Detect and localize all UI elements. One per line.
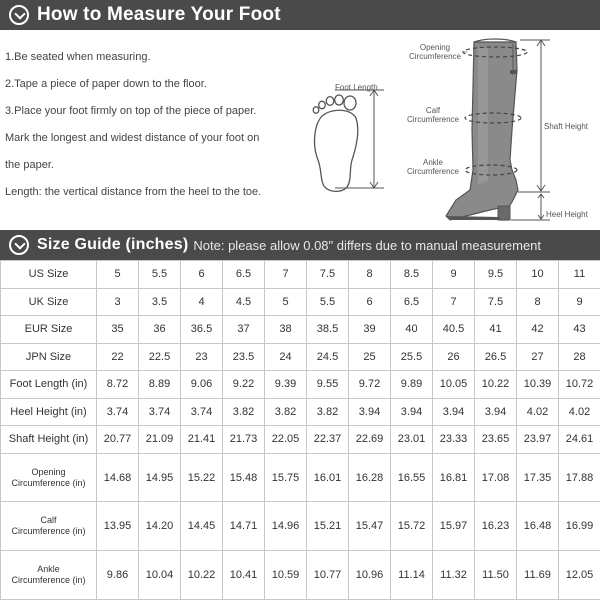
table-cell: 27 bbox=[517, 343, 559, 371]
row-label: Shaft Height (in) bbox=[1, 426, 97, 454]
table-cell: 7 bbox=[433, 288, 475, 316]
table-cell: 21.41 bbox=[181, 426, 223, 454]
ankle-circumference-label bbox=[402, 158, 464, 176]
instruction-line: Mark the longest and widest distance of your foot on bbox=[5, 132, 260, 144]
table-cell: 6.5 bbox=[391, 288, 433, 316]
row-label-line: Circumference (in) bbox=[11, 575, 86, 586]
table-cell: 3.94 bbox=[475, 398, 517, 426]
table-row bbox=[1, 288, 600, 316]
table-cell: 7.5 bbox=[307, 261, 349, 289]
row-label bbox=[1, 551, 97, 600]
table-row bbox=[1, 453, 600, 502]
table-cell: 15.48 bbox=[223, 453, 265, 502]
chevron-down-icon bbox=[9, 5, 29, 25]
table-cell: 24 bbox=[265, 343, 307, 371]
table-cell: 6 bbox=[181, 261, 223, 289]
table-cell: 23.01 bbox=[391, 426, 433, 454]
table-cell: 10.22 bbox=[475, 371, 517, 399]
table-cell: 3.82 bbox=[307, 398, 349, 426]
table-cell: 16.99 bbox=[559, 502, 600, 551]
table-cell: 5 bbox=[265, 288, 307, 316]
table-cell: 25.5 bbox=[391, 343, 433, 371]
calf-circumference-label bbox=[402, 106, 464, 124]
table-cell: 21.09 bbox=[139, 426, 181, 454]
row-label bbox=[1, 502, 97, 551]
table-cell: 15.21 bbox=[307, 502, 349, 551]
table-cell: 4.02 bbox=[517, 398, 559, 426]
row-label-line: Circumference (in) bbox=[11, 526, 86, 537]
table-cell: 9.22 bbox=[223, 371, 265, 399]
shaft-height-label: Shaft Height bbox=[544, 122, 589, 131]
label-line: Circumference bbox=[408, 52, 461, 61]
table-cell: 22.5 bbox=[139, 343, 181, 371]
size-guide-note: Note: please allow 0.08" differs due to manual measurement bbox=[193, 237, 542, 253]
row-label: JPN Size bbox=[1, 343, 97, 371]
table-cell: 23.65 bbox=[475, 426, 517, 454]
row-label: Heel Height (in) bbox=[1, 398, 97, 426]
table-cell: 23 bbox=[181, 343, 223, 371]
size-guide-title: Size Guide (inches) bbox=[37, 236, 189, 253]
table-cell: 42 bbox=[517, 316, 559, 344]
table-cell: 9 bbox=[433, 261, 475, 289]
header-title: How to Measure Your Foot bbox=[37, 4, 281, 25]
table-cell: 10.96 bbox=[349, 551, 391, 600]
row-label-line: Calf bbox=[40, 515, 57, 526]
table-cell: 17.35 bbox=[517, 453, 559, 502]
instruction-line: Length: the vertical distance from the heel to the toe. bbox=[5, 186, 262, 198]
table-cell: 15.22 bbox=[181, 453, 223, 502]
row-label: UK Size bbox=[1, 288, 97, 316]
table-cell: 21.73 bbox=[223, 426, 265, 454]
table-row bbox=[1, 551, 600, 600]
table-cell: 3.82 bbox=[223, 398, 265, 426]
size-guide-header bbox=[0, 230, 600, 260]
boot-icon bbox=[446, 39, 527, 220]
table-cell: 36.5 bbox=[181, 316, 223, 344]
table-cell: 10.39 bbox=[517, 371, 559, 399]
table-cell: 3.82 bbox=[265, 398, 307, 426]
table-cell: 38 bbox=[265, 316, 307, 344]
row-label-line: Opening bbox=[31, 466, 66, 477]
table-cell: 38.5 bbox=[307, 316, 349, 344]
table-cell: 40 bbox=[391, 316, 433, 344]
table-cell: 11.14 bbox=[391, 551, 433, 600]
table-cell: 4.02 bbox=[559, 398, 600, 426]
label-line: Opening bbox=[419, 43, 451, 52]
label-line: Calf bbox=[425, 106, 441, 115]
table-cell: 7 bbox=[265, 261, 307, 289]
table-row bbox=[1, 261, 600, 289]
table-cell: 25 bbox=[349, 343, 391, 371]
heel-height-arrow bbox=[511, 194, 550, 220]
table-cell: 6 bbox=[349, 288, 391, 316]
table-cell: 23.5 bbox=[223, 343, 265, 371]
table-cell: 22 bbox=[97, 343, 139, 371]
heel-height-label: Heel Height bbox=[546, 210, 588, 219]
table-cell: 22.05 bbox=[265, 426, 307, 454]
instruction-line: 3.Place your foot firmly on top of the piece of paper. bbox=[5, 105, 257, 117]
footprint-icon bbox=[313, 95, 358, 191]
row-label bbox=[1, 453, 97, 502]
table-cell: 14.71 bbox=[223, 502, 265, 551]
table-cell: 4 bbox=[181, 288, 223, 316]
table-cell: 3.74 bbox=[97, 398, 139, 426]
table-cell: 10 bbox=[517, 261, 559, 289]
table-cell: 10.59 bbox=[265, 551, 307, 600]
table-cell: 16.28 bbox=[349, 453, 391, 502]
table-cell: 9.86 bbox=[97, 551, 139, 600]
table-cell: 41 bbox=[475, 316, 517, 344]
table-cell: 10.41 bbox=[223, 551, 265, 600]
table-cell: 13.95 bbox=[97, 502, 139, 551]
table-cell: 26.5 bbox=[475, 343, 517, 371]
size-guide-table bbox=[0, 260, 600, 600]
label-line: Ankle bbox=[422, 158, 443, 167]
table-cell: 28 bbox=[559, 343, 600, 371]
table-cell: 22.69 bbox=[349, 426, 391, 454]
label-line: Circumference bbox=[406, 115, 459, 124]
foot-length-label: Foot Length bbox=[335, 83, 378, 92]
table-cell: 11.69 bbox=[517, 551, 559, 600]
table-cell: 4.5 bbox=[223, 288, 265, 316]
table-cell: 16.48 bbox=[517, 502, 559, 551]
table-cell: 8 bbox=[517, 288, 559, 316]
table-cell: 36 bbox=[139, 316, 181, 344]
table-cell: 14.95 bbox=[139, 453, 181, 502]
table-cell: 8.72 bbox=[97, 371, 139, 399]
table-cell: 9.5 bbox=[475, 261, 517, 289]
table-cell: 3 bbox=[97, 288, 139, 316]
table-cell: 11.50 bbox=[475, 551, 517, 600]
table-cell: 43 bbox=[559, 316, 600, 344]
measure-diagrams bbox=[0, 30, 600, 230]
table-cell: 16.23 bbox=[475, 502, 517, 551]
table-cell: 8.89 bbox=[139, 371, 181, 399]
instruction-line: the paper. bbox=[5, 159, 54, 171]
table-cell: 9.39 bbox=[265, 371, 307, 399]
label-line: Circumference bbox=[406, 167, 459, 176]
table-cell: 15.97 bbox=[433, 502, 475, 551]
table-cell: 35 bbox=[97, 316, 139, 344]
table-cell: 8 bbox=[349, 261, 391, 289]
table-cell: 16.81 bbox=[433, 453, 475, 502]
table-cell: 9.06 bbox=[181, 371, 223, 399]
table-cell: 3.94 bbox=[433, 398, 475, 426]
table-cell: 10.77 bbox=[307, 551, 349, 600]
table-cell: 12.05 bbox=[559, 551, 600, 600]
table-cell: 9 bbox=[559, 288, 600, 316]
table-cell: 17.88 bbox=[559, 453, 600, 502]
table-cell: 17.08 bbox=[475, 453, 517, 502]
chevron-down-icon bbox=[9, 235, 29, 255]
row-label: EUR Size bbox=[1, 316, 97, 344]
table-cell: 3.94 bbox=[391, 398, 433, 426]
opening-circumference-label bbox=[404, 43, 466, 61]
table-cell: 10.72 bbox=[559, 371, 600, 399]
table-cell: 40.5 bbox=[433, 316, 475, 344]
table-cell: 20.77 bbox=[97, 426, 139, 454]
table-cell: 24.61 bbox=[559, 426, 600, 454]
table-cell: 10.05 bbox=[433, 371, 475, 399]
row-label-line: Ankle bbox=[37, 564, 60, 575]
table-cell: 16.01 bbox=[307, 453, 349, 502]
table-cell: 16.55 bbox=[391, 453, 433, 502]
table-cell: 39 bbox=[349, 316, 391, 344]
table-cell: 5.5 bbox=[307, 288, 349, 316]
table-cell: 3.5 bbox=[139, 288, 181, 316]
table-row bbox=[1, 316, 600, 344]
table-cell: 10.22 bbox=[181, 551, 223, 600]
instruction-line: 2.Tape a piece of paper down to the floor. bbox=[5, 78, 207, 90]
table-cell: 23.33 bbox=[433, 426, 475, 454]
how-to-measure-header bbox=[0, 0, 600, 30]
table-cell: 3.94 bbox=[349, 398, 391, 426]
row-label-line: Circumference (in) bbox=[11, 477, 86, 488]
table-cell: 3.74 bbox=[139, 398, 181, 426]
table-cell: 26 bbox=[433, 343, 475, 371]
table-row bbox=[1, 343, 600, 371]
table-cell: 15.72 bbox=[391, 502, 433, 551]
table-row bbox=[1, 398, 600, 426]
row-label: US Size bbox=[1, 261, 97, 289]
table-cell: 5.5 bbox=[139, 261, 181, 289]
table-cell: 7.5 bbox=[475, 288, 517, 316]
table-cell: 14.20 bbox=[139, 502, 181, 551]
table-cell: 5 bbox=[97, 261, 139, 289]
table-cell: 10.04 bbox=[139, 551, 181, 600]
table-cell: 9.72 bbox=[349, 371, 391, 399]
table-cell: 11.32 bbox=[433, 551, 475, 600]
table-cell: 14.45 bbox=[181, 502, 223, 551]
table-cell: 14.68 bbox=[97, 453, 139, 502]
table-cell: 37 bbox=[223, 316, 265, 344]
table-cell: 23.97 bbox=[517, 426, 559, 454]
table-row bbox=[1, 426, 600, 454]
table-cell: 14.96 bbox=[265, 502, 307, 551]
table-cell: 9.89 bbox=[391, 371, 433, 399]
table-cell: 6.5 bbox=[223, 261, 265, 289]
instruction-line: 1.Be seated when measuring. bbox=[5, 51, 151, 63]
table-cell: 15.75 bbox=[265, 453, 307, 502]
table-cell: 15.47 bbox=[349, 502, 391, 551]
row-label: Foot Length (in) bbox=[1, 371, 97, 399]
table-cell: 22.37 bbox=[307, 426, 349, 454]
table-row bbox=[1, 502, 600, 551]
table-cell: 8.5 bbox=[391, 261, 433, 289]
table-row bbox=[1, 371, 600, 399]
table-cell: 24.5 bbox=[307, 343, 349, 371]
table-cell: 11 bbox=[559, 261, 600, 289]
table-cell: 3.74 bbox=[181, 398, 223, 426]
foot-length-arrow bbox=[335, 90, 384, 188]
table-cell: 9.55 bbox=[307, 371, 349, 399]
shaft-height-arrow bbox=[518, 40, 550, 192]
